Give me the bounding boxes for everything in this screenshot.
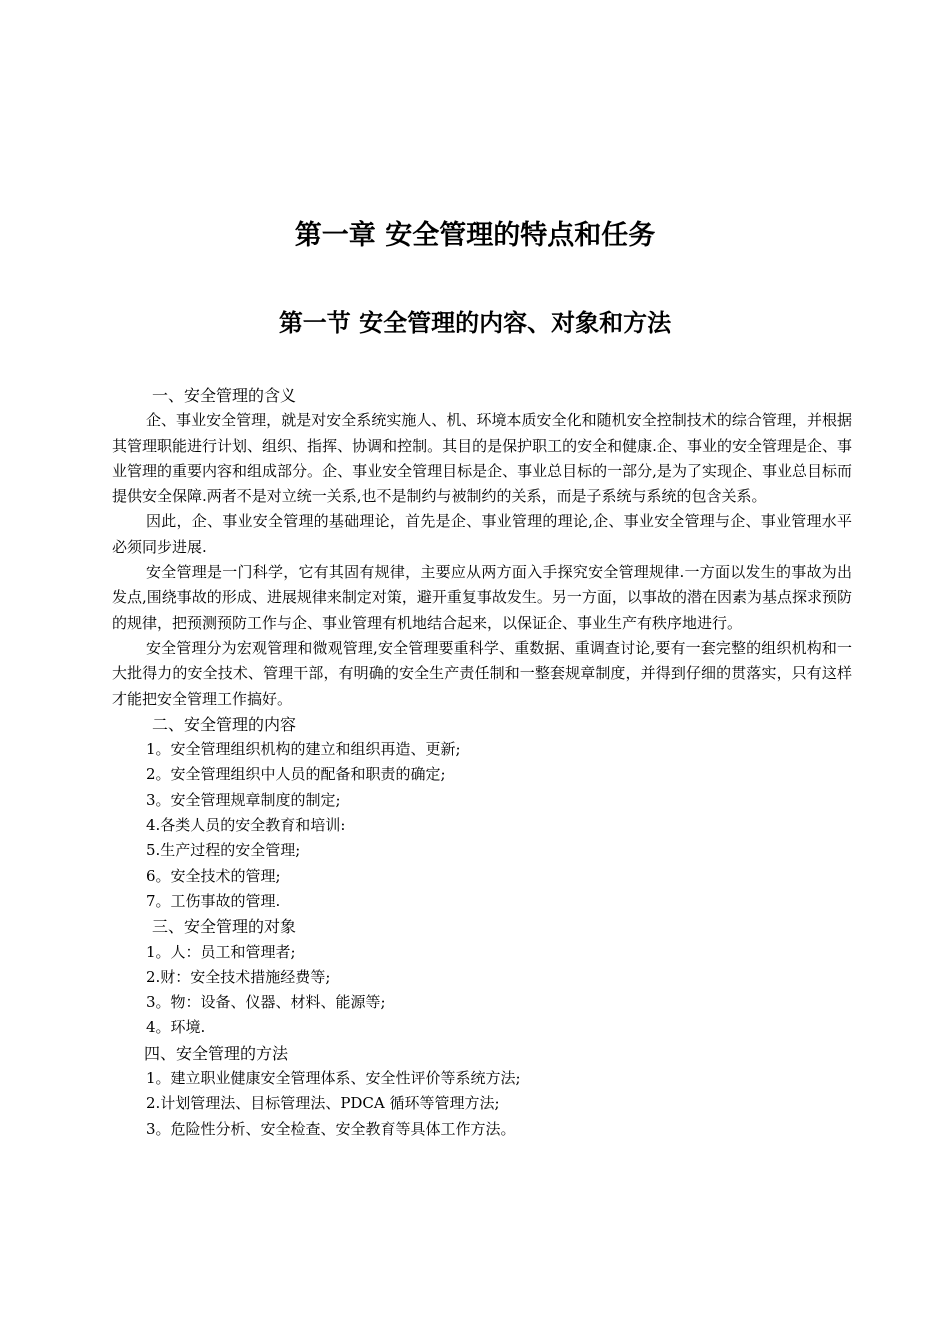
list-item: 3。安全管理规章制度的制定; xyxy=(146,790,341,809)
list-item: 3。危险性分析、安全检查、安全教育等具体工作方法。 xyxy=(146,1119,516,1138)
part4-list xyxy=(112,1066,852,1142)
part1-paragraph: 安全管理分为宏观管理和微观管理,安全管理要重科学、重数据、重调查讨论,要有一套完整的组织机构和一大批得力的安全技术、管理干部，有明确的安全生产责任制和一整套规章制度，并得到仔细的贯落实，只有这样才能把安全管理工作搞好。 xyxy=(112,638,852,708)
part4-heading: 四、安全管理的方法 xyxy=(144,1043,289,1063)
list-item: 2。安全管理组织中人员的配备和职责的确定; xyxy=(146,765,446,784)
list-item: 2.计划管理法、目标管理法、PDCA 循环等管理方法; xyxy=(146,1094,500,1113)
section-title: 第一节 安全管理的内容、对象和方法 xyxy=(278,309,672,337)
list-item: 1。建立职业健康安全管理体系、安全性评价等系统方法; xyxy=(146,1069,521,1088)
list-item: 2.财：安全技术措施经费等; xyxy=(146,967,331,986)
list-item: 1。安全管理组织机构的建立和组织再造、更新; xyxy=(146,740,461,759)
list-item: 7。工伤事故的管理. xyxy=(146,891,281,910)
list-item: 4。环境. xyxy=(146,1018,206,1037)
document-body xyxy=(112,383,852,1142)
part3-list xyxy=(112,940,852,1041)
list-item: 4.各类人员的安全教育和培训: xyxy=(146,816,346,835)
part1-paragraph: 安全管理是一门科学，它有其固有规律，主要应从两方面入手探究安全管理规律.一方面以发生的事故为出发点,围绕事故的形成、进展规律来制定对策，避开重复事故发生。另一方面，以事故的潜在因素为基点探求预防的规律，把预测预防工作与企、事业管理有机地结合起来，以保证企、事业生产有秩序地进行。 xyxy=(112,563,852,632)
part1-paragraph: 因此，企、事业安全管理的基础理论，首先是企、事业管理的理论,企、事业安全管理与企、事业管理水平必须同步进展. xyxy=(112,512,852,556)
part2-heading: 二、安全管理的内容 xyxy=(152,714,297,734)
part1-paragraph: 企、事业安全管理，就是对安全系统实施人、机、环境本质安全化和随机安全控制技术的综合管理，并根据其管理职能进行计划、组织、指挥、协调和控制。其目的是保护职工的安全和健康.企、事业的安全管理是企、事业管理的重要内容和组成部分。企、事业安全管理目标是企、事业总目标的一部分,是为了实现企、事业总目标而提供安全保障.两者不是对立统一关系,也不是制约与被制约的关系，而是子系统与系统的包含关系。 xyxy=(112,411,852,506)
list-item: 1。人：员工和管理者; xyxy=(146,942,296,961)
list-item: 5.生产过程的安全管理; xyxy=(146,841,301,860)
part3-heading: 三、安全管理的对象 xyxy=(152,917,297,937)
part1-heading: 一、安全管理的含义 xyxy=(152,386,297,405)
list-item: 6。安全技术的管理; xyxy=(146,866,281,885)
list-item: 3。物：设备、仪器、材料、能源等; xyxy=(146,993,386,1012)
part2-list xyxy=(112,737,852,914)
chapter-title: 第一章 安全管理的特点和任务 xyxy=(294,220,656,251)
